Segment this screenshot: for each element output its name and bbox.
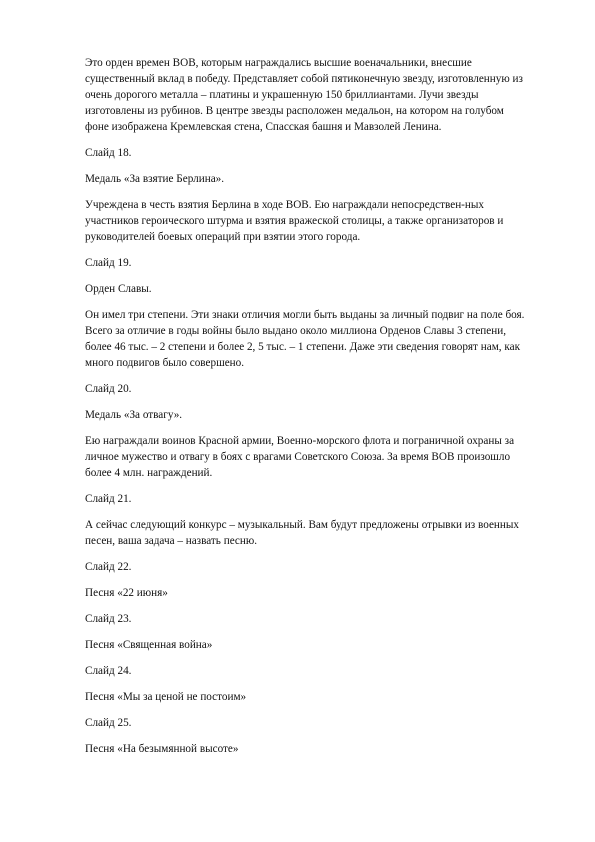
slide-heading-20: Слайд 20. [85,383,132,395]
text-line: личное мужество и отвагу в боях с врагами Советского Союза. За время ВОВ произошло [85,451,511,463]
text-line: А сейчас следующий конкурс – музыкальный. Вам будут предложены отрывки из военных [85,519,519,531]
slide-heading-25: Слайд 25. [85,717,132,729]
text-line: Это орден времен ВОВ, которым награждались высшие военачальники, внесшие [85,57,472,69]
text-line: руководителей боевых операций при взятии этого города. [85,231,361,243]
text-line: песен, ваша задача – назвать песню. [85,535,258,547]
paragraph-medal-berlin [85,197,551,245]
medal-title-berlin: Медаль «За взятие Берлина». [85,173,225,185]
song-title-nameless-height: Песня «На безымянной высоте» [85,743,239,755]
paragraph-medal-courage [85,433,551,481]
song-title-we-stand: Песня «Мы за ценой не постоим» [85,691,247,703]
slide-heading-23: Слайд 23. [85,613,132,625]
text-line: более 46 тыс. – 2 степени и более 2, 5 тыс. – 1 степени. Даже эти сведения говорят нам, как [85,341,521,353]
paragraph-order-glory [85,307,551,371]
text-line: изготовлены из рубинов. В центре звезды расположен медальон, на котором на голубом [85,105,504,117]
order-title-glory: Орден Славы. [85,283,152,295]
text-line: участников героического штурма и взятия вражеской столицы, а также организаторов и [85,215,504,227]
text-line: Ею награждали воинов Красной армии, Военно-морского флота и пограничной охраны за [85,435,515,447]
song-title-22-june: Песня «22 июня» [85,587,168,599]
slide-heading-24: Слайд 24. [85,665,132,677]
slide-heading-22: Слайд 22. [85,561,132,573]
text-line: более 4 млн. награждений. [85,467,213,479]
slide-heading-18: Слайд 18. [85,147,132,159]
paragraph-order-pobeda [85,55,551,135]
medal-title-courage: Медаль «За отвагу». [85,409,183,421]
song-title-holy-war: Песня «Священная война» [85,639,213,651]
text-line: Всего за отличие в годы войны было выдано около миллиона Орденов Славы 3 степени, [85,325,507,337]
slide-heading-19: Слайд 19. [85,257,132,269]
text-line: Он имел три степени. Эти знаки отличия могли быть выданы за личный подвиг на поле боя. [85,309,525,321]
paragraph-contest-intro [85,517,551,549]
text-line: Учреждена в честь взятия Берлина в ходе ВОВ. Ею награждали непосредствен-ных [85,199,485,211]
text-line: очень дорогого металла – платины и украшенную 150 бриллиантами. Лучи звезды [85,89,479,101]
text-line: фоне изображена Кремлевская стена, Спасская башня и Мавзолей Ленина. [85,121,442,133]
document-body [85,55,551,767]
slide-heading-21: Слайд 21. [85,493,132,505]
text-line: существенный вклад в победу. Представляет собой пятиконечную звезду, изготовленную из [85,73,523,85]
text-line: много подвигов было совершено. [85,357,245,369]
